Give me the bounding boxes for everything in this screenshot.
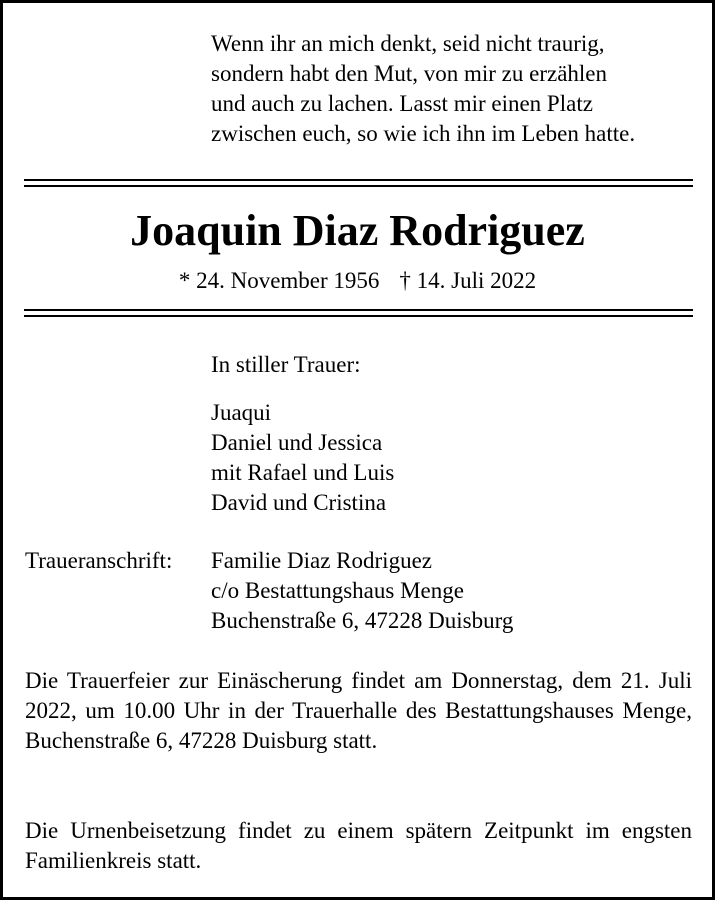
bottom-double-rule-upper [24,309,693,311]
mourner-name: mit Rafael und Luis [211,460,395,485]
poem-line: sondern habt den Mut, von mir zu erzählen [211,61,607,86]
mourners-list [211,398,394,518]
top-double-rule-lower [24,185,693,187]
poem-line: Wenn ihr an mich denkt, seid nicht traurig, [211,31,605,56]
address-line: c/o Bestattungshaus Menge [211,578,464,603]
top-double-rule-upper [24,179,693,181]
poem-line: zwischen euch, so wie ich ihn im Leben hatte. [211,121,636,146]
mourner-name: David und Cristina [211,490,387,515]
mourner-name: Juaqui [211,400,272,425]
mourners-heading: In stiller Trauer: [211,352,361,377]
address-line: Familie Diaz Rodriguez [211,548,432,573]
address-line: Buchenstraße 6, 47228 Duisburg [211,608,514,633]
death-date: † 14. Juli 2022 [399,268,537,293]
address-label: Traueranschrift: [25,548,173,573]
address-block [211,546,513,636]
bottom-double-rule-lower [24,315,693,317]
life-dates [3,266,712,296]
poem [211,29,635,149]
deceased-name: Joaquin Diaz Rodriguez [130,206,585,255]
poem-line: und auch zu lachen. Lasst mir einen Platz [211,91,593,116]
burial-paragraph: Die Urnenbeisetzung findet zu einem spätern Zeitpunkt im engsten Familienkreis statt. [25,818,692,873]
birth-date: * 24. November 1956 [178,268,380,293]
ceremony-paragraph: Die Trauerfeier zur Einäscherung findet am Donnerstag, dem 21. Juli 2022, um 10.00 Uhr in der Trauerhalle des Bestattungshauses Menge, Buchenstraße 6, 47228 Duisburg statt. [25,668,692,753]
mourner-name: Daniel und Jessica [211,430,383,455]
